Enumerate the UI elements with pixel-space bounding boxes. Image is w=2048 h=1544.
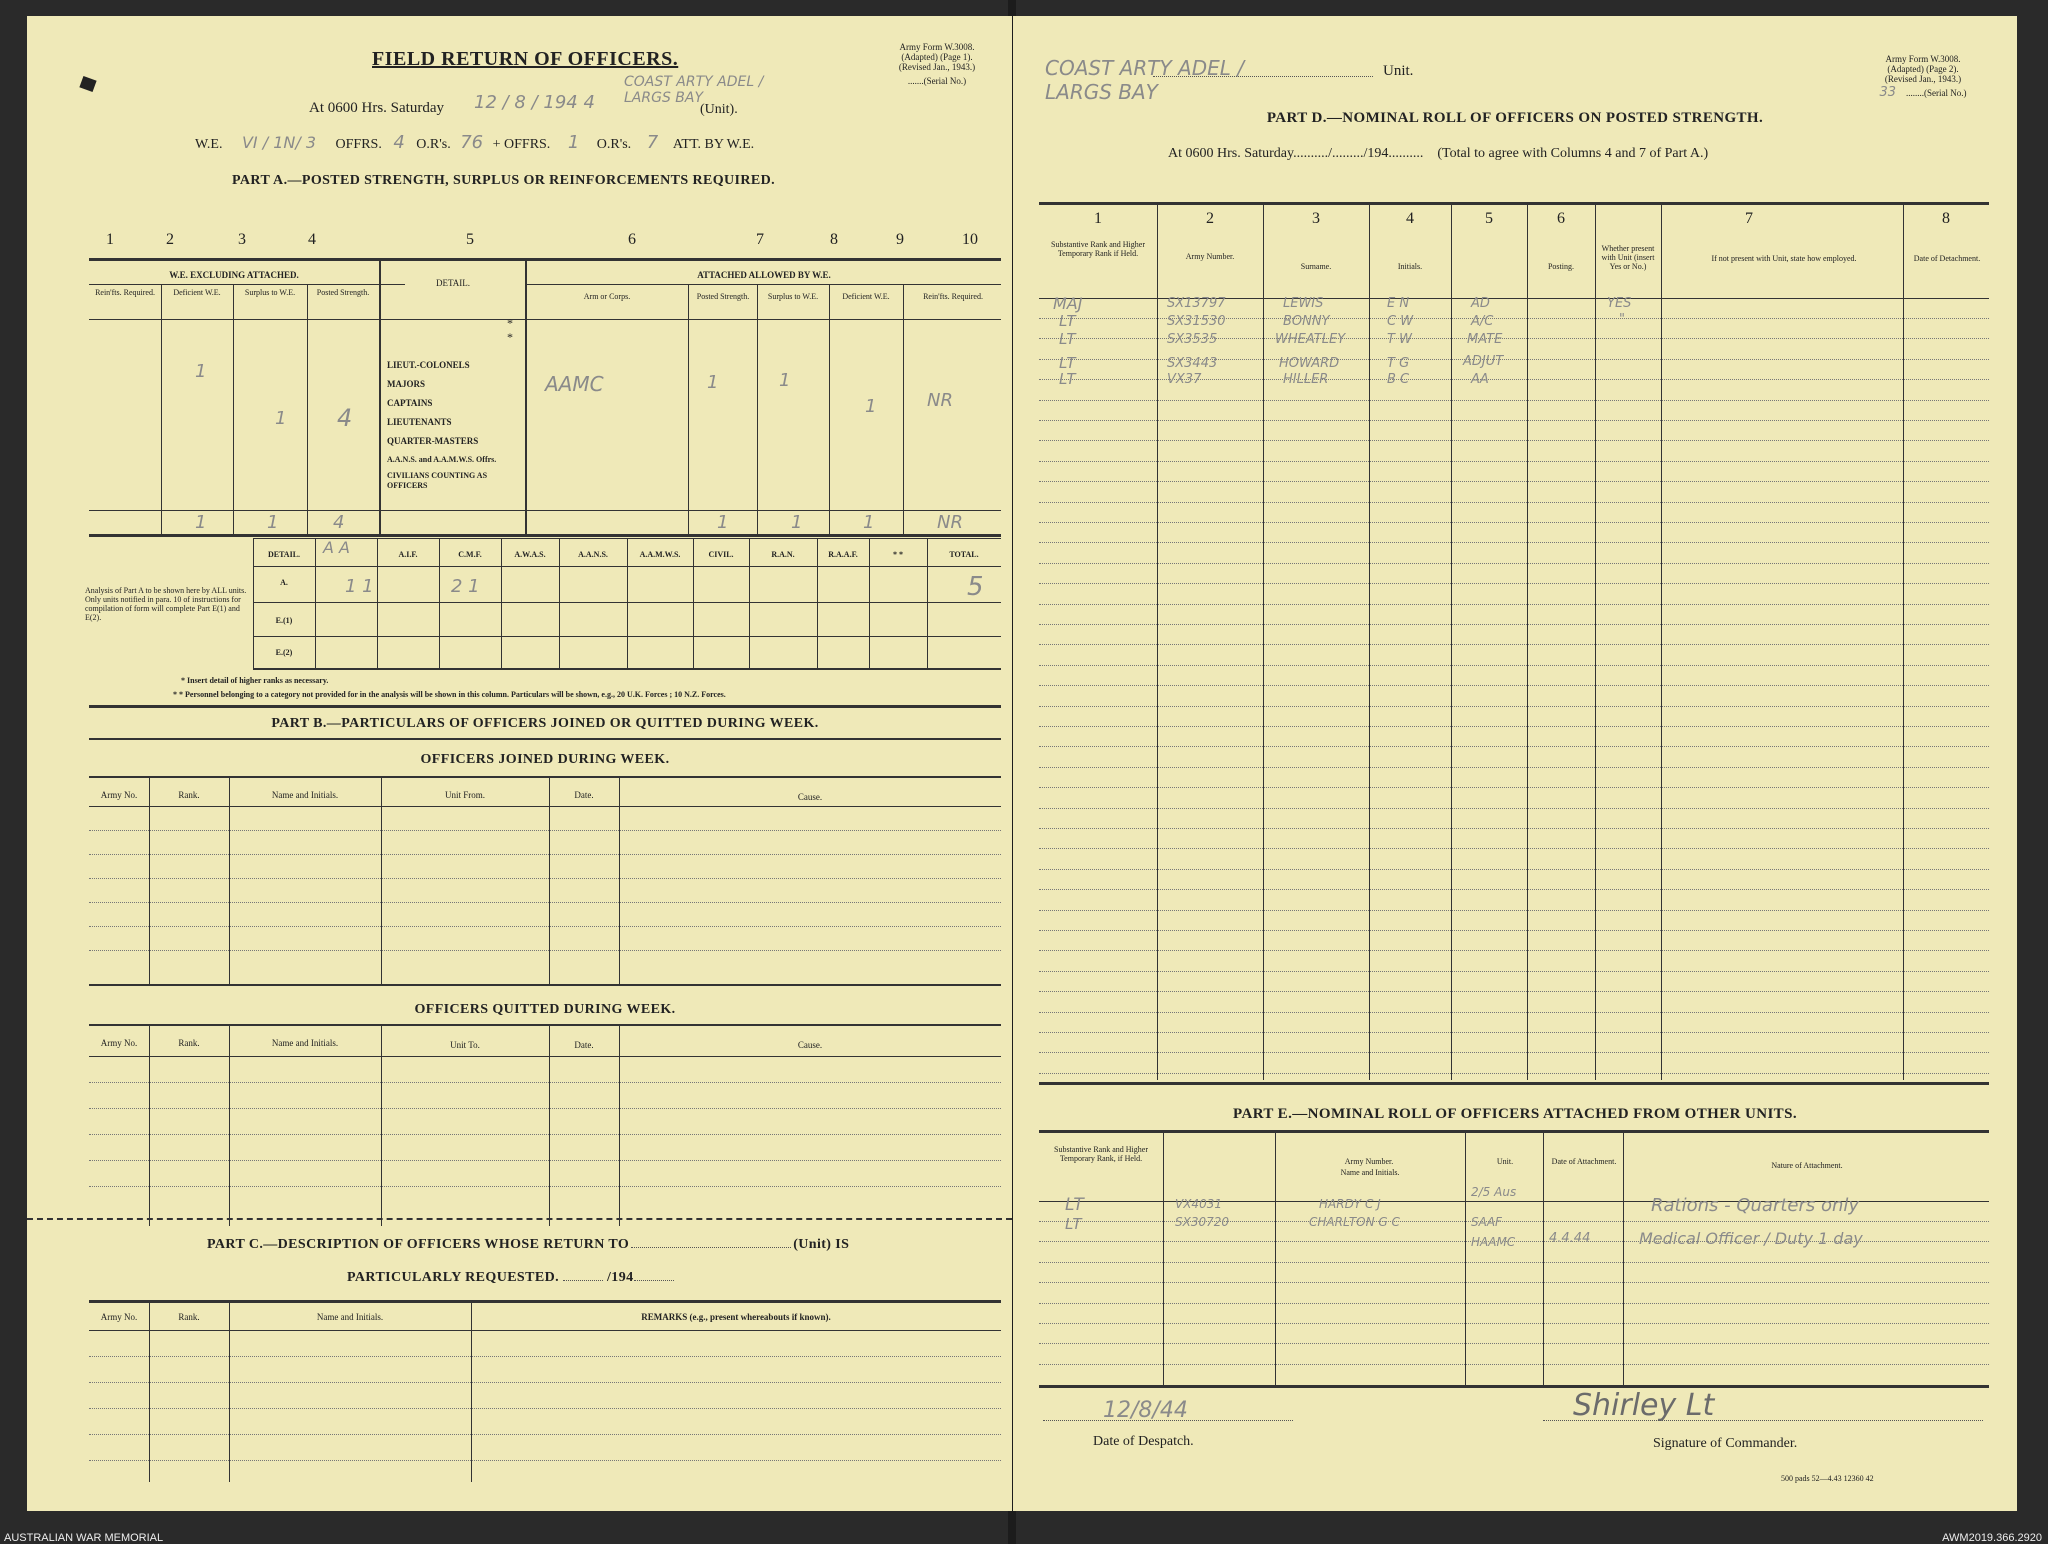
subhead-att-surplus: Surplus to W.E. <box>767 292 819 301</box>
tear-line <box>27 1218 1012 1220</box>
quitted-col-name: Name and Initials. <box>271 1038 339 1048</box>
joined-col-rank: Rank. <box>178 790 200 800</box>
hw-total-att-surplus: 1 <box>791 512 803 533</box>
analysis-col-total: TOTAL. <box>949 550 979 559</box>
footnote-1: * Insert detail of higher ranks as necessary. <box>181 676 329 685</box>
ruled-line <box>1039 706 1989 707</box>
despatch-label: Date of Despatch. <box>1093 1434 1194 1449</box>
part-d-col-present: Whether present with Unit (insert Yes or No.) <box>1601 244 1655 271</box>
ruled-line <box>1039 991 1989 992</box>
ruled-line <box>1039 910 1989 911</box>
part-c-title: PART C.—DESCRIPTION OF OFFICERS WHOSE RETURN TO (Unit) IS <box>207 1237 850 1252</box>
form-page-2 <box>1013 16 2017 1511</box>
analysis-col-aans: A.A.N.S. <box>578 550 608 559</box>
ruled-line <box>1039 665 1989 666</box>
part-c-col-name: Name and Initials. <box>316 1312 384 1322</box>
ruled-line <box>1039 685 1989 686</box>
part-c-col-army-no: Army No. <box>100 1312 138 1322</box>
subhead-posted: Posted Strength. <box>316 288 370 297</box>
ruled-line <box>1039 1032 1989 1033</box>
commander-signature: Shirley Lt <box>1573 1388 1715 1423</box>
part-e-col-unit: Unit. <box>1496 1157 1514 1166</box>
subhead-detail: DETAIL. <box>435 278 471 288</box>
subhead-att-reinfts: Rein'fts. Required. <box>923 292 983 301</box>
quitted-col-cause: Cause. <box>797 1040 823 1050</box>
hw-att-surplus: 1 <box>779 370 791 391</box>
quitted-col-date: Date. <box>574 1040 594 1050</box>
joined-table <box>89 778 1001 986</box>
part-c-col-rank: Rank. <box>178 1312 200 1322</box>
part-a-title: PART A.—POSTED STRENGTH, SURPLUS OR REINFORCEMENTS REQUIRED. <box>232 173 776 188</box>
part-c-table <box>89 1302 1001 1482</box>
unit-label: (Unit). <box>700 102 738 117</box>
ruled-line <box>1039 889 1989 890</box>
ruled-line <box>1039 746 1989 747</box>
hw-att-reinfts: NR <box>927 390 953 411</box>
subhead-deficient: Deficient W.E. <box>173 288 221 297</box>
analysis-col-detail: DETAIL. <box>267 550 301 559</box>
analysis-col-raaf: R.A.A.F. <box>828 550 858 559</box>
hw-total-surplus: 1 <box>267 512 279 533</box>
ruled-line <box>1039 808 1989 809</box>
part-e-col-name: Name and Initials. <box>1340 1168 1400 1177</box>
form-number-p2: Army Form W.3008. (Adapted) (Page 2). (Revised Jan., 1943.) 33 ........(Serial No.) <box>1879 54 1967 100</box>
analysis-col-ran: R.A.N. <box>771 550 795 559</box>
ruled-line <box>1039 481 1989 482</box>
analysis-col-awas: A.W.A.S. <box>514 550 546 559</box>
part-d-col-surname: Surname. <box>1300 262 1332 271</box>
signature-label: Signature of Commander. <box>1653 1436 1798 1451</box>
quitted-table <box>89 1026 1001 1226</box>
subhead-surplus: Surplus to W.E. <box>244 288 296 297</box>
part-d-col-detachment: Date of Detachment. <box>1913 254 1981 263</box>
ruled-line <box>1039 828 1989 829</box>
at-line: At 0600 Hrs. Saturday <box>309 100 444 116</box>
hw-total-deficient: 1 <box>195 512 207 533</box>
we-excluding-attached: W.E. EXCLUDING ATTACHED. <box>169 270 299 280</box>
ink-mark <box>79 76 96 92</box>
ruled-line <box>1039 726 1989 727</box>
ruled-line <box>1039 950 1989 951</box>
part-d-col-initials: Initials. <box>1397 262 1423 271</box>
part-c-col-remarks: REMARKS (e.g., present whereabouts if known). <box>641 1312 831 1322</box>
part-d-table: 1 2 3 4 5 6 7 8 Substantive Rank and Higher Temporary Rank if Held. Army Number. Surname. Initials. Posting. Whether present with Unit (insert Yes or No.) If not present with Unit, state how employed. Date of Detachment. MAJ SX13797 LEWIS E N AD YES LT SX31530 BONNY C W A/C " LT SX3535 WHEATLEY T W MATE LT SX3443 HOWARD T G ADJUT LT VX37 HILLER B C AA <box>1039 204 1989 1080</box>
ruled-line <box>1039 624 1989 625</box>
ruled-line <box>1039 644 1989 645</box>
hw-total-att-posted: 1 <box>717 512 729 533</box>
ruled-line <box>1039 1073 1989 1074</box>
quitted-col-army-no: Army No. <box>100 1038 138 1048</box>
ruled-line <box>1039 1343 1989 1344</box>
quitted-col-rank: Rank. <box>178 1038 200 1048</box>
hw-arm-corps: AAMC <box>545 372 604 396</box>
we-line: W.E. VI / 1N/ 3 OFFRS. 4 O.R's. 76 + OFFRS. 1 O.R's. 7 ATT. BY W.E. <box>195 132 755 153</box>
ruled-line <box>1039 787 1989 788</box>
analysis-col-cmf: C.M.F. <box>458 550 482 559</box>
joined-col-date: Date. <box>574 790 594 800</box>
analysis-col-aamws: A.A.M.W.S. <box>639 550 681 559</box>
ruled-line <box>1039 583 1989 584</box>
ruled-line <box>1039 522 1989 523</box>
part-e-col-nature: Nature of Attachment. <box>1771 1161 1843 1170</box>
ruled-line <box>1039 1323 1989 1324</box>
ruled-line <box>1039 869 1989 870</box>
hw-surplus: 1 <box>275 408 287 429</box>
part-b-title: PART B.—PARTICULARS OF OFFICERS JOINED OR QUITTED DURING WEEK. <box>271 716 819 731</box>
ruled-line <box>1039 930 1989 931</box>
joined-col-unit-from: Unit From. <box>444 790 485 800</box>
analysis-col-civil: CIVIL. <box>708 550 734 559</box>
part-e-col-army-number: Army Number. <box>1344 1157 1394 1166</box>
footer-catalogue-number: AWM2019.366.2920 <box>1942 1532 2042 1544</box>
joined-title: OFFICERS JOINED DURING WEEK. <box>420 752 670 767</box>
ruled-line <box>1039 400 1989 401</box>
ruled-line <box>1039 1052 1989 1053</box>
part-d-col-army-number: Army Number. <box>1185 252 1235 261</box>
ruled-line <box>1039 767 1989 768</box>
ruled-line <box>1039 1012 1989 1013</box>
joined-col-name: Name and Initials. <box>271 790 339 800</box>
subhead-reinfts: Rein'fts. Required. <box>95 288 155 297</box>
attached-allowed-by-we: ATTACHED ALLOWED BY W.E. <box>697 270 831 280</box>
analysis-row-e1: E.(1) <box>275 616 293 625</box>
subhead-att-deficient: Deficient W.E. <box>842 292 890 301</box>
ruled-line <box>1039 1262 1989 1263</box>
joined-col-army-no: Army No. <box>100 790 138 800</box>
form-title: FIELD RETURN OF OFFICERS. <box>372 48 679 70</box>
ruled-line <box>1039 461 1989 462</box>
ruled-line <box>1039 420 1989 421</box>
ruled-line <box>1039 971 1989 972</box>
ruled-line <box>1039 502 1989 503</box>
hw-att-posted: 1 <box>707 372 719 393</box>
hw-analysis-cmf: 2 1 <box>451 576 480 597</box>
ruled-line <box>1039 1303 1989 1304</box>
ruled-line <box>1039 563 1989 564</box>
ruled-line <box>1039 848 1989 849</box>
hw-analysis-total: 5 <box>967 572 984 602</box>
analysis-row-a: A. <box>280 578 288 587</box>
form-number: Army Form W.3008. (Adapted) (Page 1). (Revised Jan., 1943.) .......(Serial No.) <box>898 42 976 86</box>
part-c-line2: PARTICULARLY REQUESTED. /194 <box>347 1270 674 1286</box>
hw-total-att-deficient: 1 <box>863 512 875 533</box>
part-e-title: PART E.—NOMINAL ROLL OF OFFICERS ATTACHED FROM OTHER UNITS. <box>1233 1106 1797 1122</box>
part-d-at-line: At 0600 Hrs. Saturday........../........./194.......... (Total to agree with Columns 4 and 7 of Part A.) <box>1168 146 1709 161</box>
unit-handwritten-p2: COAST ARTY ADEL / LARGS BAY <box>1045 56 1244 104</box>
joined-col-cause: Cause. <box>797 792 823 802</box>
hw-analysis-top: A A <box>323 538 350 557</box>
hw-posted: 4 <box>337 404 353 432</box>
subhead-att-posted: Posted Strength. <box>696 292 750 301</box>
footnote-2: * * Personnel belonging to a category not provided for in the analysis will be shown in this column. Particulars will be shown, e.g., 20 U.K. Forces ; 10 N.Z. Forces. <box>173 690 726 699</box>
hw-analysis-aif: 1 1 <box>345 576 374 597</box>
analysis-note: Analysis of Part A to be shown here by ALL units. Only units notified in para. 10 of instructions for compilation of form will complete Part E(1) and E(2). <box>85 586 247 622</box>
part-d-col-employed: If not present with Unit, state how employed. <box>1711 254 1857 263</box>
quitted-title: OFFICERS QUITTED DURING WEEK. <box>414 1002 676 1017</box>
part-d-col-rank: Substantive Rank and Higher Temporary Rank if Held. <box>1051 240 1145 258</box>
quitted-col-unit-to: Unit To. <box>450 1040 480 1050</box>
ruled-line <box>1039 1282 1989 1283</box>
hw-deficient: 1 <box>195 361 207 382</box>
analysis-row-e2: E.(2) <box>275 648 293 657</box>
ruled-line <box>1039 440 1989 441</box>
form-page-1: FIELD RETURN OF OFFICERS. Army Form W.3008. (Adapted) (Page 1). (Revised Jan., 1943.) .......(Serial No.) At 0600 Hrs. Saturday 12 / 8 / 194 4 COAST ARTY ADEL / LARGS BAY (Unit). W.E. VI / 1N/ 3 OFFRS. 4 O.R's. 76 + OFFRS. 1 O.R's. 7 ATT. BY W.E. PART A.—POSTED STRENGTH, SURPLUS OR REINFORCEMENTS REQUIRED. 1 2 3 4 5 6 7 8 9 10 W.E. EXCLUDING ATTACHED. ATTACHED ALLOWED BY W.E. Rein'fts. Required. Deficient W.E. Surplus to W.E. Posted Strength. DETAIL. Arm or Corps. Posted Strength. Surplus to W.E. Deficient W.E. Rein'fts. Required. LIEUT.-COLONELS MAJORS CAPTAINS LIEUTENANTS QUARTER-MASTERS A.A.N.S. and A.A.M.W.S. Offrs. CIVILIANS COUNTING AS OFFICERS * * 1 1 4 AAMC 1 1 1 NR 1 1 4 1 1 1 NR Analysis of Part A to be shown here by ALL units. Only units notified in para. 10 of instructions for compilation of form will complete Part E(1) and E(2). DETAIL. A.I.F. C.M.F. A.W.A.S. A.A.N.S. A.A.M.W.S. CIVIL. R.A.N. R.A.A.F. * * TOTAL. A. E.(1) E.(2) A A 1 1 2 1 5 * Insert detail of higher ranks as necessary. * * Personnel belonging to a category not provided for in the analysis will be shown in this column. Particulars will be shown, e.g., 20 U.K. Forces ; 10 N.Z. Forces. PART B.—PARTICULARS OF OFFICERS JOINED OR QUITTED DURING WEEK. OFFICERS JOINED DURING WEEK. Army No. Rank. Name and Initials. Unit From. Date. Cause. OFFICERS QUITTED DURING WEEK. Army No. Rank. Name and Initials. Unit To. Date. Cause. PART C.—DESCRIPTION OF OFFICERS WHOSE RETURN TO (Unit) IS PARTICULARLY REQUESTED. /194 Army No. Rank. Name and Initials. REMARKS (e.g., present whereabouts if known). <box>27 16 1012 1511</box>
despatch-date-handwritten: 12/8/44 <box>1103 1398 1188 1423</box>
date-handwritten: 12 / 8 / 194 4 <box>474 92 595 113</box>
subhead-arm-corps: Arm or Corps. <box>583 292 631 301</box>
part-e-table: Substantive Rank and Higher Temporary Rank, if Held. Army Number. Unit. Date of Attachment. Nature of Attachment. LT VX4031 HARDY C J 2/5 Aus Rations - Quarters only LT SX30720 CHARLTON G C SAAF HAAMC 4.4.44 Medical Officer / Duty 1 day <box>1039 1133 1989 1385</box>
analysis-col-other: * * <box>893 550 903 559</box>
part-e-col-rank: Substantive Rank and Higher Temporary Rank, if Held. <box>1054 1145 1148 1163</box>
ruled-line <box>1039 542 1989 543</box>
hw-att-deficient: 1 <box>865 396 877 417</box>
ruled-line <box>1039 604 1989 605</box>
analysis-col-aif: A.I.F. <box>398 550 418 559</box>
part-e-col-date: Date of Attachment. <box>1551 1157 1617 1166</box>
footer-archive-name: AUSTRALIAN WAR MEMORIAL <box>4 1532 164 1544</box>
unit-handwritten: COAST ARTY ADEL / LARGS BAY <box>624 74 764 106</box>
part-d-col-posting: Posting. <box>1547 262 1574 271</box>
printer-imprint: 500 pads 52—4.43 12360 42 <box>1781 1474 1874 1483</box>
rank-list: LIEUT.-COLONELS MAJORS CAPTAINS LIEUTENANTS QUARTER-MASTERS A.A.N.S. and A.A.M.W.S. Offrs. CIVILIANS COUNTING AS OFFICERS <box>387 360 497 490</box>
hw-total-posted: 4 <box>333 512 345 533</box>
ruled-line <box>1039 1364 1989 1365</box>
part-d-title: PART D.—NOMINAL ROLL OF OFFICERS ON POSTED STRENGTH. <box>1266 110 1764 126</box>
hw-total-att-reinfts: NR <box>937 512 963 533</box>
unit-label-p2: Unit. <box>1383 63 1414 79</box>
